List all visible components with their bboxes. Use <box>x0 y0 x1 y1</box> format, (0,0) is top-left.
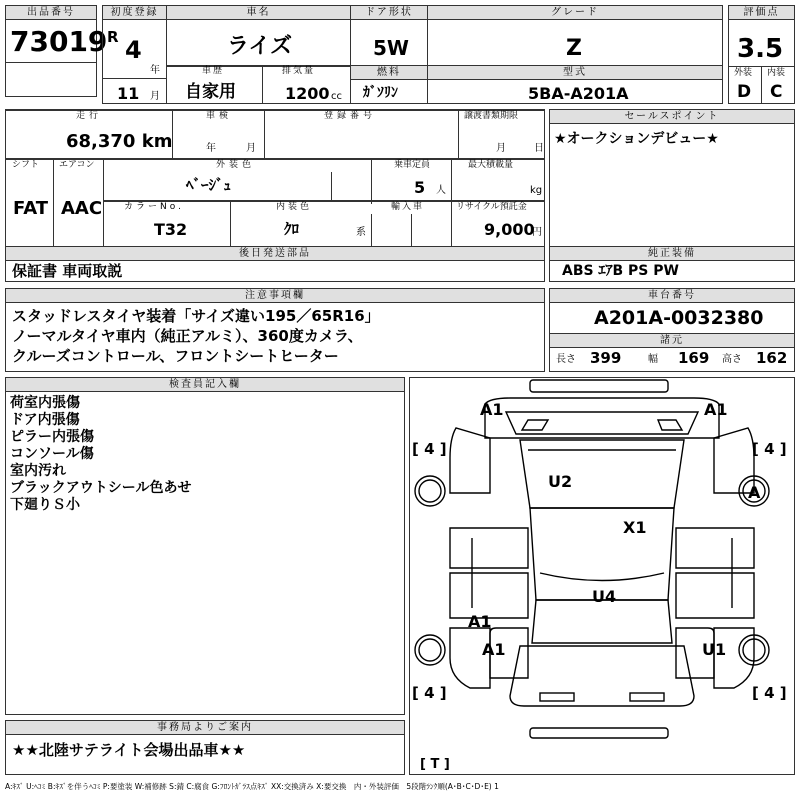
mileage: 68,370 km <box>66 131 173 152</box>
notes-line-2: ノーマルタイヤ車内（純正アルミ）、360度カメラ、 <box>12 327 363 345</box>
inspector-line-4: コンソール傷 <box>10 446 94 462</box>
history-label: 車歴 <box>202 66 225 76</box>
model: 5BA-A201A <box>528 84 629 103</box>
shift: FAT <box>13 198 49 219</box>
inspector-line-1: 荷室内張傷 <box>10 395 80 411</box>
office-text: ★★北陸サテライト会場出品車★★ <box>12 741 246 759</box>
score-label: 評価点 <box>729 6 794 20</box>
max-load-label: 最大積載量 <box>468 160 514 170</box>
tire-front-left: [ 4 ] <box>412 440 447 458</box>
color-no-label: カラーNo. <box>124 202 184 212</box>
import-label: 輸入車 <box>391 202 425 212</box>
inspector-line-5: 室内汚れ <box>10 463 66 479</box>
ext-color-label: 外装色 <box>216 160 256 170</box>
capacity-unit: 人 <box>436 185 446 196</box>
first-registration-box <box>102 5 167 104</box>
spec-box <box>5 109 545 282</box>
sales-point-box <box>549 109 795 282</box>
lot-number: 73019 <box>10 25 108 58</box>
int-color-label: 内装色 <box>276 202 313 212</box>
transfer-month-unit: 月 <box>496 143 506 154</box>
int-color-unit: 系 <box>356 227 366 238</box>
width: 169 <box>678 349 710 367</box>
mark-a1-rear-door: A1 <box>468 612 492 631</box>
later-parts: 保証書 車両取説 <box>12 262 123 280</box>
score: 3.5 <box>737 34 784 64</box>
transfer-day-unit: 日 <box>534 143 544 154</box>
color-no: T32 <box>154 220 188 239</box>
capacity-label: 乗車定員 <box>394 160 431 170</box>
mark-a1-front-left: A1 <box>480 400 504 419</box>
mark-x1: X1 <box>623 518 647 537</box>
ac: AAC <box>61 198 103 219</box>
legend: A:ｷｽﾞ U:ﾍｺﾐ B:ｷｽﾞを伴うﾍｺﾐ P:要塗装 W:補修跡 S:錆 C:腐食 G:ﾌﾛﾝﾄｶﾞﾗｽ点ｷｽﾞ XX:交換済み X:要交換 内・外装評価 5段階ﾗﾝｸ順(A･B･C･D･E) 1 <box>5 782 499 791</box>
door-label: ドア形状 <box>351 6 427 20</box>
height-label: 高さ <box>722 354 742 365</box>
year-unit: 年 <box>150 65 160 76</box>
interior-score: C <box>770 82 783 102</box>
recycle-deposit: 9,000 <box>484 220 535 239</box>
score-box <box>728 5 795 104</box>
recycle-unit: 円 <box>532 227 542 238</box>
shift-label: シフト <box>12 160 40 170</box>
length-label: 長さ <box>556 354 576 365</box>
tire-spare: [ T ] <box>420 757 450 772</box>
max-load-unit: kg <box>530 185 543 196</box>
mark-a-wheel: A <box>748 483 761 502</box>
notes-line-3: クルーズコントロール、フロントシートヒーター <box>12 347 339 365</box>
model-label: 型式 <box>428 65 722 80</box>
car-name-label: 車名 <box>167 6 350 20</box>
lot-number-box <box>5 5 108 97</box>
car-diagram <box>410 378 794 774</box>
car-name: ライズ <box>227 34 293 59</box>
later-parts-label: 後日発送部品 <box>6 247 544 261</box>
chassis-number: A201A-0032380 <box>594 307 764 329</box>
era: R <box>107 28 119 46</box>
displacement-unit: cc <box>331 91 342 102</box>
history: 自家用 <box>185 82 236 102</box>
inspection-label: 車検 <box>206 111 233 121</box>
office-label: 事務局よりご案内 <box>6 721 404 735</box>
mileage-label: 走行 <box>76 111 103 121</box>
displacement: 1200 <box>285 84 330 103</box>
width-label: 幅 <box>648 354 658 365</box>
inspection-month-unit: 月 <box>246 143 256 154</box>
registration-month: 11 <box>117 84 140 103</box>
mark-u4: U4 <box>592 587 617 606</box>
tire-front-right: [ 4 ] <box>752 440 787 458</box>
inspector-line-3: ピラー内張傷 <box>10 429 94 445</box>
sales-point-label: セールスポイント <box>550 110 794 124</box>
length: 399 <box>590 349 622 367</box>
car-diagram-box <box>409 377 795 775</box>
grade: Z <box>566 36 582 61</box>
notes-box <box>5 288 545 372</box>
door: 5W <box>373 36 409 60</box>
lot-number-label: 出品番号 <box>6 6 96 20</box>
mark-u2: U2 <box>548 472 573 491</box>
car-name-box <box>166 5 351 104</box>
fuel-label: 燃料 <box>351 65 427 80</box>
interior-label: 内装 <box>767 68 786 78</box>
notes-label: 注意事項欄 <box>6 289 544 303</box>
inspector-line-7: 下廻りＳ小 <box>10 497 80 513</box>
inspection-year-unit: 年 <box>206 143 216 154</box>
chassis-box <box>549 288 795 372</box>
dims-label: 諸元 <box>550 334 794 348</box>
first-registration-label: 初度登録 <box>103 6 166 20</box>
grade-label: グレード <box>428 6 722 20</box>
tire-rear-right: [ 4 ] <box>752 684 787 702</box>
chassis-label: 車台番号 <box>550 289 794 303</box>
inspector-box <box>5 377 405 715</box>
exterior-label: 外装 <box>734 68 753 78</box>
int-color: ｸﾛ <box>284 220 300 238</box>
exterior-score: D <box>737 82 752 102</box>
office-box <box>5 720 405 775</box>
height: 162 <box>756 349 788 367</box>
capacity: 5 <box>414 178 426 197</box>
mark-a1-front-right: A1 <box>704 400 728 419</box>
inspector-line-6: ブラックアウトシール色あせ <box>10 480 192 496</box>
inspector-line-2: ドア内張傷 <box>10 412 80 428</box>
month-unit: 月 <box>150 91 160 102</box>
reg-no-label: 登録番号 <box>324 111 377 121</box>
ext-color: ﾍﾞｰｼﾞｭ <box>186 176 232 194</box>
fuel: ｶﾞｿﾘﾝ <box>363 85 398 101</box>
ac-label: エアコン <box>59 160 95 170</box>
inspector-label: 検査員記入欄 <box>6 378 404 392</box>
registration-year: 4 <box>125 36 142 64</box>
mark-a1-rear-wheel: A1 <box>482 640 506 659</box>
transfer-label: 譲渡書類期限 <box>464 111 519 121</box>
grade-box <box>427 5 723 104</box>
recycle-label: リサイクル預託金 <box>456 202 527 212</box>
door-box <box>350 5 428 104</box>
equipment: ABS ｴｱB PS PW <box>562 263 679 279</box>
mark-u1: U1 <box>702 640 727 659</box>
equipment-label: 純正装備 <box>550 247 794 261</box>
sales-point: ★オークションデビュー★ <box>554 131 719 147</box>
notes-line-1: スタッドレスタイヤ装着「サイズ違い195／65R16」 <box>12 307 380 325</box>
displacement-label: 排気量 <box>282 66 316 76</box>
tire-rear-left: [ 4 ] <box>412 684 447 702</box>
